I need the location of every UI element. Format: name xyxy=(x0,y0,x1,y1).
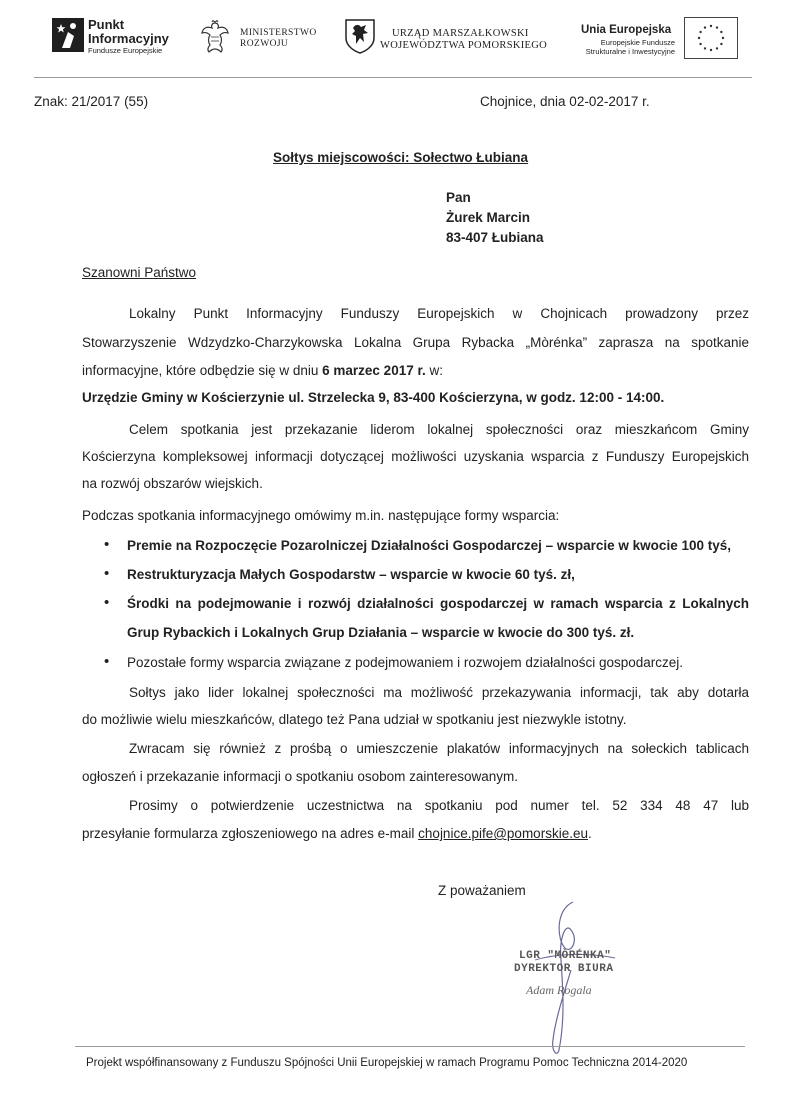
eu-star-icon xyxy=(720,31,722,33)
p4-line2: do możliwie wielu mieszkańców, dlatego też Pana udział w spotkaniu jest niezwykle istotny. xyxy=(82,712,627,727)
eu-star-icon xyxy=(716,26,718,28)
p1-line1: Lokalny Punkt Informacyjny Funduszy Europejskich w Chojnicach prowadzony przez xyxy=(129,306,749,321)
p1-line3-text: informacyjne, które odbędzie się w dniu xyxy=(82,363,323,378)
p6-line2-text: przesyłanie formularza zgłoszeniowego na adres e-mail xyxy=(82,826,419,841)
p1-line3-end: w: xyxy=(425,363,443,378)
bullet-item-4: Pozostałe formy wsparcia związane z podejmowaniem i rozwojem działalności gospodarczej. xyxy=(127,655,683,670)
polish-eagle-emblem xyxy=(199,20,231,54)
eu-star-icon xyxy=(699,31,701,33)
eu-star-icon xyxy=(722,37,724,39)
punkt-title-line2: Informacyjny xyxy=(88,31,169,46)
p2-line2: Kościerzyna kompleksowej informacji dotyczącej możliwości uzyskania wsparcia z Funduszy Europejskich xyxy=(82,449,749,464)
meeting-date: 6 marzec 2017 r. xyxy=(322,363,426,378)
bullet-item-2: Restrukturyzacja Małych Gospodarstw – wsparcie w kwocie 60 tyś. zł, xyxy=(127,567,575,582)
bullet-marker: • xyxy=(104,536,110,553)
stamp-organization: LGR "MÒRÉNKA" xyxy=(519,950,612,962)
eu-star-icon xyxy=(704,26,706,28)
closing: Z poważaniem xyxy=(438,883,526,898)
ministry-line2: ROZWOJU xyxy=(240,39,289,49)
eu-star-icon xyxy=(698,37,700,39)
eu-star-icon xyxy=(716,47,718,49)
p5-line1: Zwracam się również z prośbą o umieszczenie plakatów informacyjnych na sołeckich tablicach xyxy=(129,741,749,756)
footer-text: Projekt współfinansowany z Funduszu Spójności Unii Europejskiej w ramach Programu Pomoc Techniczna 2014-2020 xyxy=(86,1057,688,1069)
place-and-date: Chojnice, dnia 02-02-2017 r. xyxy=(480,94,650,109)
p1-line3 xyxy=(82,363,443,379)
ministry-line1: MINISTERSTWO xyxy=(240,28,317,38)
eu-title: Unia Europejska xyxy=(581,24,672,36)
p2-line1: Celem spotkania jest przekazanie liderom lokalnej społeczności oraz mieszkańcom Gminy xyxy=(129,422,749,437)
p1-line2: Stowarzyszenie Wdzydzko-Charzykowska Lokalna Grupa Rybacka „Mòrénka” zaprasza na spotkanie xyxy=(82,335,749,350)
addressee-line2: Żurek Marcin xyxy=(446,210,531,225)
bullet-item-1: Premie na Rozpoczęcie Pozarolniczej Działalności Gospodarczej – wsparcie w kwocie 100 tyś, xyxy=(127,538,731,553)
p6-line2-end: . xyxy=(587,826,592,841)
stamp-title: DYREKTOR BIURA xyxy=(514,963,614,975)
contact-email-link[interactable]: chojnice.pife@pomorskie.eu xyxy=(418,826,588,841)
eu-flag-icon xyxy=(684,17,738,59)
punkt-informacyjny-logo xyxy=(52,18,84,52)
eu-star-icon xyxy=(704,47,706,49)
punkt-title-line1: Punkt xyxy=(88,17,125,32)
bullet-marker: • xyxy=(104,653,110,670)
addressee-line3: 83-407 Łubiana xyxy=(446,230,544,245)
bullet-item-3-line2: Grup Rybackich i Lokalnych Grup Działania – wsparcie w kwocie do 300 tyś. zł. xyxy=(127,625,635,640)
letter-subject: Sołtys miejscowości: Sołectwo Łubiana xyxy=(273,150,529,165)
p2-line3: na rozwój obszarów wiejskich. xyxy=(82,476,263,491)
meeting-venue: Urzędzie Gminy w Kościerzynie ul. Strzelecka 9, 83-400 Kościerzyna, w godz. 12:00 - 14:00. xyxy=(82,390,665,405)
eu-star-icon xyxy=(699,43,701,45)
eu-star-icon xyxy=(720,43,722,45)
punkt-subtitle: Fundusze Europejskie xyxy=(88,46,163,55)
pomorskie-griffin-emblem xyxy=(344,18,376,54)
bullet-marker: • xyxy=(104,594,110,611)
bullet-marker: • xyxy=(104,565,110,582)
eu-subtitle-line1: Europejskie Fundusze xyxy=(600,38,675,47)
addressee-line1: Pan xyxy=(446,190,471,205)
urzad-line2: WOJEWÓDZTWA POMORSKIEGO xyxy=(380,40,548,51)
handwritten-signature xyxy=(495,900,635,1060)
support-forms-intro: Podczas spotkania informacyjnego omówimy m.in. następujące formy wsparcia: xyxy=(82,508,560,523)
stamp-name: Adam Rogala xyxy=(526,983,592,997)
salutation: Szanowni Państwo xyxy=(82,265,197,280)
bullet-item-3-line1: Środki na podejmowanie i rozwój działalności gospodarczej w ramach wsparcia z Lokalnych xyxy=(127,596,749,611)
p6-line1: Prosimy o potwierdzenie uczestnictwa na spotkaniu pod numer tel. 52 334 48 47 lub xyxy=(129,798,749,813)
header-divider xyxy=(34,77,752,78)
urzad-line1: URZĄD MARSZAŁKOWSKI xyxy=(392,28,529,39)
eu-star-icon xyxy=(710,25,712,27)
p4-line1: Sołtys jako lider lokalnej społeczności ma możliwość przekazywania informacji, tak aby dotarła xyxy=(129,685,749,700)
footer-divider xyxy=(75,1046,745,1047)
p5-line2: ogłoszeń i przekazanie informacji o spotkaniu osobom zainteresowanym. xyxy=(82,769,518,784)
p6-line2 xyxy=(82,826,592,842)
reference-number: Znak: 21/2017 (55) xyxy=(34,94,149,109)
eu-star-icon xyxy=(710,49,712,51)
eu-subtitle-line2: Strukturalne i Inwestycyjne xyxy=(585,47,675,56)
